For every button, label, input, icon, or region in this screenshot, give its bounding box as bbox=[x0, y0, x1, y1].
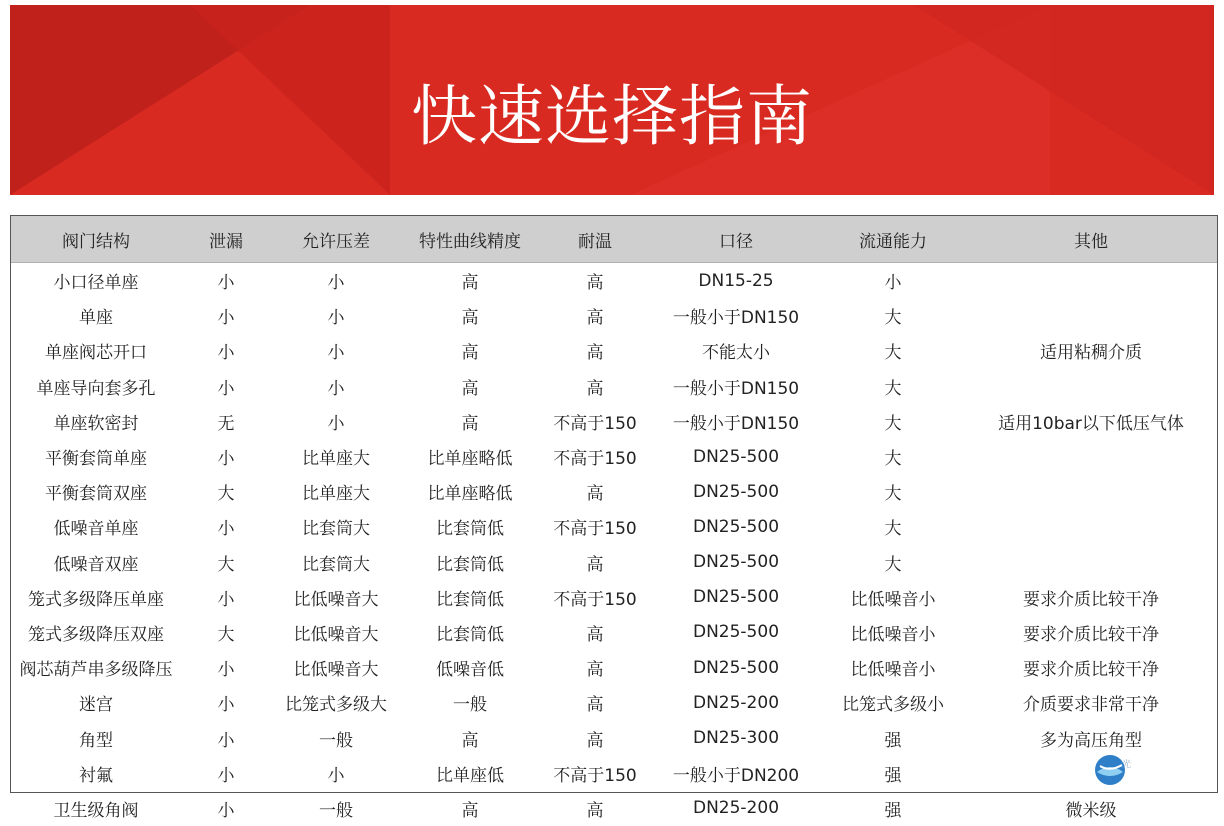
table-cell: 小 bbox=[217, 765, 235, 786]
table-cell: 一般 bbox=[319, 730, 353, 751]
table-cell: 比笼式多级大 bbox=[285, 695, 387, 716]
table-cell: 一般 bbox=[319, 800, 353, 821]
table-cell: 小 bbox=[217, 519, 235, 540]
table-cell: 小 bbox=[217, 800, 235, 821]
table-cell: 比低噪音小 bbox=[850, 589, 936, 610]
table-row bbox=[11, 580, 1217, 615]
table-row bbox=[11, 791, 1217, 826]
table-row bbox=[11, 545, 1217, 580]
table-row bbox=[11, 474, 1217, 509]
table-cell: 比套筒大 bbox=[302, 519, 370, 540]
table-cell: 衬氟 bbox=[79, 765, 113, 786]
table-cell: 低噪音双座 bbox=[53, 554, 139, 575]
table-row bbox=[11, 404, 1217, 439]
table-cell: 大 bbox=[884, 519, 902, 540]
table-cell: 大 bbox=[884, 343, 902, 364]
table-cell: 大 bbox=[217, 554, 235, 575]
table-cell: 高 bbox=[461, 308, 479, 329]
table-cell: 小 bbox=[327, 378, 345, 399]
table-cell bbox=[965, 756, 1217, 791]
table-cell: 微米级 bbox=[1065, 800, 1117, 821]
column-header: 流通能力 bbox=[821, 216, 965, 263]
table-cell: 大 bbox=[884, 378, 902, 399]
table-cell: 高 bbox=[586, 554, 604, 575]
table-cell: 比套筒低 bbox=[436, 554, 504, 575]
table-cell: DN25-500 bbox=[692, 657, 780, 678]
table-cell: 小 bbox=[217, 378, 235, 399]
table-cell: 不高于150 bbox=[553, 449, 637, 470]
table-cell: 小 bbox=[327, 413, 345, 434]
table-cell: 比低噪音大 bbox=[293, 624, 379, 645]
table-cell: 小 bbox=[217, 308, 235, 329]
table-cell: 角型 bbox=[79, 730, 113, 751]
table-cell bbox=[965, 369, 1217, 404]
table-cell: 不高于150 bbox=[553, 765, 637, 786]
table-cell: 比套筒低 bbox=[436, 519, 504, 540]
table-row bbox=[11, 720, 1217, 755]
table-cell: DN15-25 bbox=[698, 270, 774, 291]
column-header: 特性曲线精度 bbox=[401, 216, 539, 263]
table-cell: 高 bbox=[586, 343, 604, 364]
table-row bbox=[11, 439, 1217, 474]
table-cell: 一般小于DN150 bbox=[672, 378, 800, 399]
table-cell: DN25-500 bbox=[692, 622, 780, 643]
table-cell: 高 bbox=[586, 660, 604, 681]
column-header: 阀门结构 bbox=[11, 216, 181, 263]
table-cell: 比套筒大 bbox=[302, 554, 370, 575]
table-row bbox=[11, 509, 1217, 544]
table-row bbox=[11, 369, 1217, 404]
table-cell: 高 bbox=[461, 378, 479, 399]
table-cell: 一般小于DN150 bbox=[672, 413, 800, 434]
column-header: 泄漏 bbox=[181, 216, 271, 263]
table-cell: 笼式多级降压单座 bbox=[28, 589, 164, 610]
table-row bbox=[11, 756, 1217, 791]
table-cell bbox=[965, 298, 1217, 333]
table-cell: 不高于150 bbox=[553, 413, 637, 434]
table-cell: 高 bbox=[461, 800, 479, 821]
column-header: 耐温 bbox=[539, 216, 651, 263]
table-cell: 大 bbox=[884, 484, 902, 505]
table-cell: 高 bbox=[461, 273, 479, 294]
table-cell: 多为高压角型 bbox=[1040, 730, 1142, 751]
table-cell: 高 bbox=[586, 624, 604, 645]
page-title: 快速选择指南 bbox=[411, 78, 813, 155]
column-header: 其他 bbox=[965, 216, 1217, 263]
table-cell: 比低噪音小 bbox=[850, 660, 936, 681]
table-cell bbox=[965, 545, 1217, 580]
table-cell: 大 bbox=[217, 624, 235, 645]
table-cell: 高 bbox=[586, 695, 604, 716]
table-row bbox=[11, 685, 1217, 720]
table-cell: 高 bbox=[586, 308, 604, 329]
table-cell: 低噪音低 bbox=[436, 660, 504, 681]
table-cell: 高 bbox=[586, 484, 604, 505]
table-cell: 大 bbox=[217, 484, 235, 505]
table-cell: 比单座大 bbox=[302, 484, 370, 505]
table-cell: 比单座低 bbox=[436, 765, 504, 786]
table-cell: 高 bbox=[586, 273, 604, 294]
table-cell: 不能太小 bbox=[702, 343, 770, 364]
table-cell: 大 bbox=[884, 413, 902, 434]
table-cell: 一般小于DN150 bbox=[672, 308, 800, 329]
table-cell: 一般 bbox=[453, 695, 487, 716]
table-cell: 大 bbox=[884, 449, 902, 470]
table-cell: 适用10bar以下低压气体 bbox=[998, 413, 1184, 434]
table-cell: 高 bbox=[461, 730, 479, 751]
table-cell: 比单座大 bbox=[302, 449, 370, 470]
title-banner bbox=[10, 5, 1214, 195]
table-cell: 小 bbox=[217, 273, 235, 294]
table-cell: 高 bbox=[586, 378, 604, 399]
table-cell: DN25-500 bbox=[692, 481, 780, 502]
table-cell: 比低噪音大 bbox=[293, 660, 379, 681]
table-cell: 比套筒低 bbox=[436, 624, 504, 645]
table-cell: 大 bbox=[884, 554, 902, 575]
column-header: 口径 bbox=[651, 216, 821, 263]
table-cell: 比单座略低 bbox=[427, 484, 513, 505]
table-cell: 单座导向套多孔 bbox=[36, 378, 156, 399]
table-row bbox=[11, 615, 1217, 650]
table-cell: 平衡套筒单座 bbox=[45, 449, 147, 470]
table-cell: 一般小于DN200 bbox=[672, 765, 800, 786]
table-cell: 要求介质比较干净 bbox=[1023, 589, 1159, 610]
table-cell: 小 bbox=[217, 589, 235, 610]
table-cell: DN25-300 bbox=[692, 728, 780, 749]
table-cell bbox=[965, 263, 1217, 299]
table-cell: 小口径单座 bbox=[53, 273, 139, 294]
table-cell: DN25-500 bbox=[692, 587, 780, 608]
table-cell: 小 bbox=[217, 343, 235, 364]
table-cell: DN25-500 bbox=[692, 516, 780, 537]
table-cell: 小 bbox=[327, 765, 345, 786]
watermark-text: 光 bbox=[1122, 760, 1132, 770]
table-row bbox=[11, 333, 1217, 368]
table-cell bbox=[965, 439, 1217, 474]
table-cell: DN25-500 bbox=[692, 446, 780, 467]
table-cell bbox=[965, 474, 1217, 509]
table-cell: 小 bbox=[327, 343, 345, 364]
table-cell: DN25-500 bbox=[692, 552, 780, 573]
table-cell: 比低噪音小 bbox=[850, 624, 936, 645]
table-cell: 不高于150 bbox=[553, 589, 637, 610]
table-cell: 比单座略低 bbox=[427, 449, 513, 470]
table-cell: 低噪音单座 bbox=[53, 519, 139, 540]
table-cell: 卫生级角阀 bbox=[53, 800, 139, 821]
table-cell: 比套筒低 bbox=[436, 589, 504, 610]
table-cell: 不高于150 bbox=[553, 519, 637, 540]
table-cell: 比笼式多级小 bbox=[842, 695, 944, 716]
table-cell: 要求介质比较干净 bbox=[1023, 660, 1159, 681]
table-cell: 平衡套筒双座 bbox=[45, 484, 147, 505]
table-cell: 要求介质比较干净 bbox=[1023, 624, 1159, 645]
table-cell: 强 bbox=[884, 800, 902, 821]
table-cell: 无 bbox=[217, 413, 235, 434]
table-cell: 高 bbox=[586, 800, 604, 821]
table-row bbox=[11, 263, 1217, 299]
table-cell: 大 bbox=[884, 308, 902, 329]
table-row bbox=[11, 298, 1217, 333]
table-cell: 小 bbox=[217, 449, 235, 470]
table-cell: 小 bbox=[327, 308, 345, 329]
table-cell: 高 bbox=[461, 413, 479, 434]
table-cell: 单座软密封 bbox=[53, 413, 139, 434]
table-cell: 小 bbox=[217, 660, 235, 681]
table-cell: 单座 bbox=[79, 308, 113, 329]
table-cell: 强 bbox=[884, 765, 902, 786]
selection-guide-table bbox=[10, 215, 1218, 821]
table-cell: 比低噪音大 bbox=[293, 589, 379, 610]
table-cell: DN25-200 bbox=[692, 798, 780, 819]
table-cell: 适用粘稠介质 bbox=[1040, 343, 1142, 364]
table-cell: 小 bbox=[884, 273, 902, 294]
column-header: 允许压差 bbox=[271, 216, 401, 263]
table-cell: 小 bbox=[217, 695, 235, 716]
table-cell: 阀芯葫芦串多级降压 bbox=[19, 660, 173, 681]
table-cell: 笼式多级降压双座 bbox=[28, 624, 164, 645]
table-cell: 小 bbox=[217, 730, 235, 751]
table-header-row bbox=[11, 216, 1217, 263]
table-cell: 强 bbox=[884, 730, 902, 751]
table-cell: 迷宫 bbox=[79, 695, 113, 716]
table-cell: 高 bbox=[586, 730, 604, 751]
table-cell: 小 bbox=[327, 273, 345, 294]
table-cell: 高 bbox=[461, 343, 479, 364]
table-cell: DN25-200 bbox=[692, 692, 780, 713]
table-cell: 介质要求非常干净 bbox=[1023, 695, 1159, 716]
table-row bbox=[11, 650, 1217, 685]
table-cell: 单座阀芯开口 bbox=[45, 343, 147, 364]
table-cell bbox=[965, 509, 1217, 544]
